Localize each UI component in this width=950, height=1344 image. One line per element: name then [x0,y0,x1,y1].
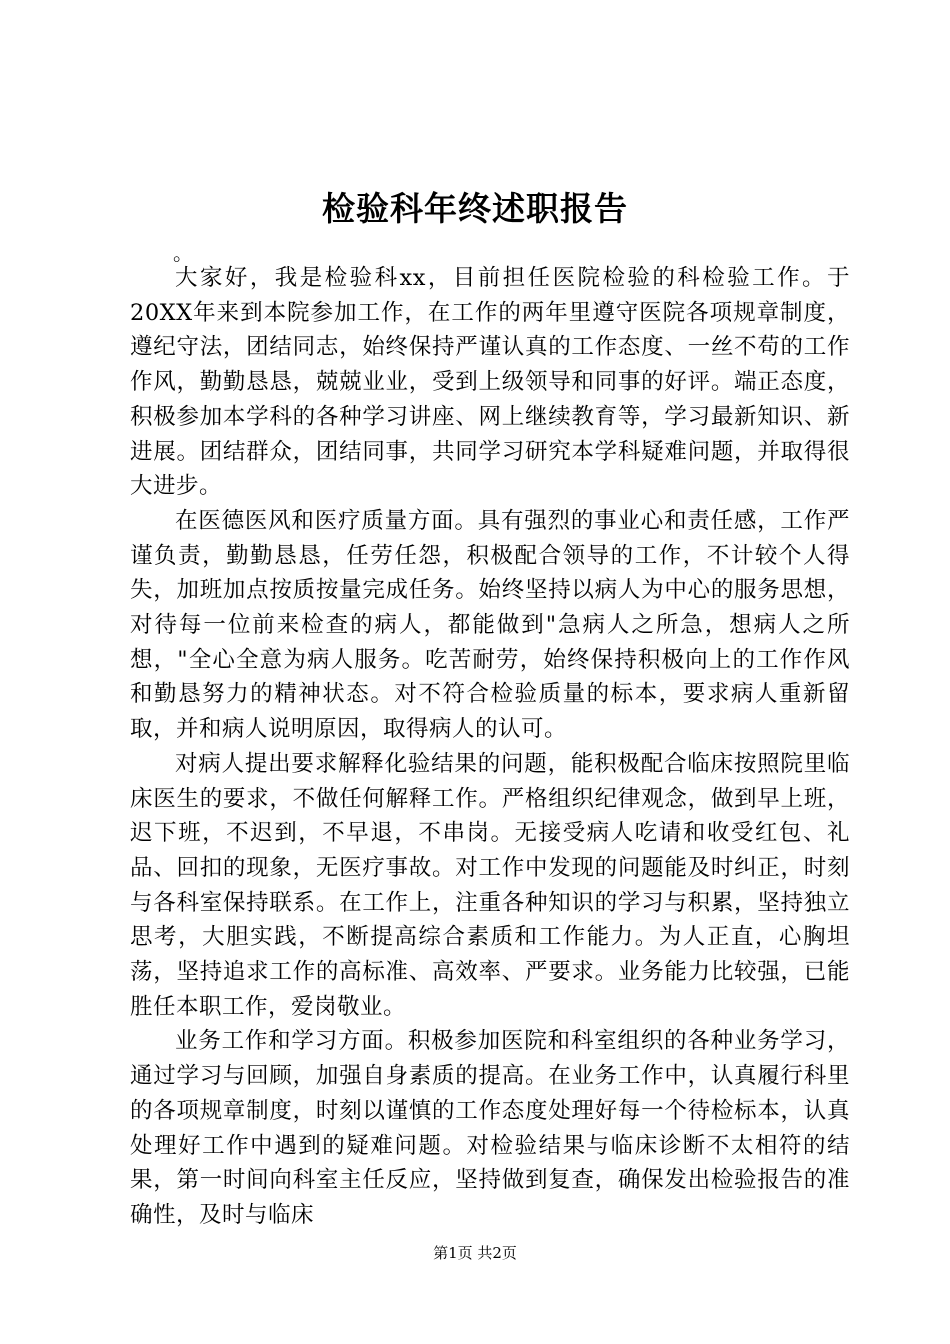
paragraph-3: 对病人提出要求解释化验结果的问题，能积极配合临床按照院里临床医生的要求，不做任何解释工作。严格组织纪律观念，做到早上班，迟下班，不迟到，不早退，不串岗。无接受病人吃请和收受红包、礼品、回扣的现象，无医疗事故。对工作中发现的问题能及时纠正，时刻与各科室保持联系。在工作上，注重各种知识的学习与积累，坚持独立思考，大胆实践，不断提高综合素质和工作能力。为人正直，心胸坦荡，坚持追求工作的高标准、高效率、严要求。业务能力比较强，已能胜任本职工作，爱岗敬业。 [130,750,850,1020]
document-body [130,261,850,1233]
paragraph-4: 业务工作和学习方面。积极参加医院和科室组织的各种业务学习，通过学习与回顾，加强自身素质的提高。在业务工作中，认真履行科里的各项规章制度，时刻以谨慎的工作态度处理好每一个待检标本，认真处理好工作中遇到的疑难问题。对检验结果与临床诊断不太相符的结果，第一时间向科室主任反应，坚持做到复查，确保发出检验报告的准确性，及时与临床 [130,1028,850,1228]
document-title: 检验科年终述职报告 [322,189,628,228]
page-footer: 第1页 共2页 [433,1244,517,1262]
leading-mark: 。 [173,241,193,265]
paragraph-1: 大家好，我是检验科xx，目前担任医院检验的科检验工作。于20XX年来到本院参加工作，在工作的两年里遵守医院各项规章制度，遵纪守法，团结同志，始终保持严谨认真的工作态度、一丝不苟的工作作风，勤勤恳恳，兢兢业业，受到上级领导和同事的好评。端正态度，积极参加本学科的各种学习讲座、网上继续教育等，学习最新知识、新进展。团结群众，团结同事，共同学习研究本学科疑难问题，并取得很大进步。 [130,265,850,500]
paragraph-2: 在医德医风和医疗质量方面。具有强烈的事业心和责任感，工作严谨负责，勤勤恳恳，任劳任怨，积极配合领导的工作，不计较个人得失，加班加点按质按量完成任务。始终坚持以病人为中心的服务思想，对待每一位前来检查的病人，都能做到"急病人之所急，想病人之所想，"全心全意为病人服务。吃苦耐劳，始终保持积极向上的工作作风和勤恳努力的精神状态。对不符合检验质量的标本，要求病人重新留取，并和病人说明原因，取得病人的认可。 [130,507,850,743]
